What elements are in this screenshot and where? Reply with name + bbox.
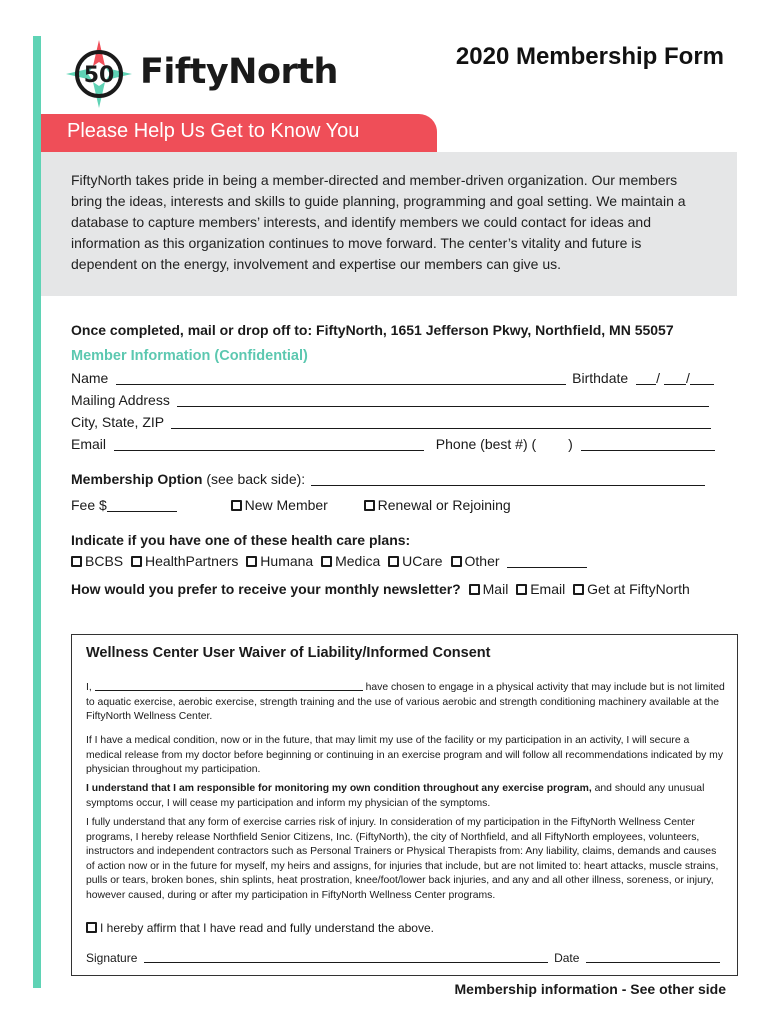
signature-label: Signature [86, 951, 138, 965]
membership-option-row [71, 471, 705, 487]
email-label: Email [71, 436, 107, 452]
fee-field[interactable] [107, 499, 177, 512]
intro-box [41, 152, 737, 296]
new-member-label: New Member [244, 497, 328, 513]
city-label: City, State, ZIP [71, 414, 164, 430]
logo-mark-number: 50 [83, 63, 115, 88]
humana-label: Humana [260, 553, 314, 569]
new-member-checkbox[interactable] [231, 500, 242, 511]
ucare-label: UCare [402, 553, 443, 569]
health-plan-options [71, 553, 587, 569]
signature-field[interactable] [144, 953, 548, 963]
waiver-paragraph-4: I fully understand that any form of exercise carries risk of injury. In consideration of my participation in the FiftyNorth Wellness Center programs, I hereby release Northfield Senior Citizens, Inc. (FiftyNorth), the city of Northfield, and all FiftyNorth employees, volunteers, instructors and independent contractors such as Personal Trainers or Physical Therapists from: Any liability, claims, demands and causes of action now or in the future for myself, my heirs and assigns, for injuries that include, but are not limited to: heart attacks, muscle strains, pulls or tears, broken bones, shin splints, heat prostration, knee/foot/lower back injuries, and any and all other illness, soreness, or injury, however caused, during or after my participation in FiftyNorth Wellness Center programs. [86, 817, 719, 901]
medica-label: Medica [335, 553, 381, 569]
waiver-title: Wellness Center User Waiver of Liability/Informed Consent [86, 645, 491, 661]
waiver-ack-label: I hereby affirm that I have read and fully understand the above. [100, 921, 434, 935]
phone-label: Phone (best #) ( [435, 436, 537, 452]
waiver-signature-row [86, 951, 720, 965]
mailing-address-field[interactable] [177, 394, 709, 407]
other-plan-field[interactable] [507, 555, 587, 568]
newsletter-row [71, 581, 690, 597]
health-plan-question: Indicate if you have one of these health care plans: [71, 532, 411, 548]
bcbs-checkbox[interactable] [71, 556, 82, 567]
date-field[interactable] [586, 953, 720, 963]
name-field[interactable] [116, 372, 566, 385]
membership-option-label: Membership Option [71, 471, 203, 487]
page-title: 2020 Membership Form [455, 43, 724, 70]
waiver-ack-checkbox[interactable] [86, 922, 97, 933]
waiver-paragraph-1 [86, 681, 726, 725]
healthpartners-checkbox[interactable] [131, 556, 142, 567]
newsletter-mail-label: Mail [482, 581, 509, 597]
fee-label: Fee $ [71, 497, 107, 513]
date-label: Date [554, 951, 580, 965]
newsletter-pickup-checkbox[interactable] [573, 584, 584, 595]
ucare-checkbox[interactable] [388, 556, 399, 567]
newsletter-mail-checkbox[interactable] [469, 584, 480, 595]
waiver-name-field[interactable] [95, 681, 363, 691]
waiver-p3-bold: I understand that I am responsible for monitoring my own condition throughout any exercise program, [86, 783, 592, 794]
intro-text: FiftyNorth takes pride in being a member-directed and member-driven organization. Our members bring the ideas, interests and skills to guide planning, programming and goal setting. We maintain a database to capture members’ interests, and identify members we could contact for ideas and information as this organization continues to move forward. The center’s vitality and future is dependent on the energy, involvement and expertise our members can give us. [71, 172, 686, 272]
membership-option-note: (see back side): [206, 471, 306, 487]
other-plan-checkbox[interactable] [451, 556, 462, 567]
healthpartners-label: HealthPartners [145, 553, 239, 569]
section-banner [41, 114, 437, 152]
phone-close-paren: ) [568, 436, 573, 452]
waiver-ack-row [86, 921, 434, 935]
waiver-box [71, 634, 738, 976]
waiver-p3-rest: and should any unusual symptoms occur, I will cease my participation and inform my physician of the symptoms. [86, 783, 705, 809]
newsletter-pickup-label: Get at FiftyNorth [587, 581, 690, 597]
waiver-paragraph-2: If I have a medical condition, now or in the future, that may limit my use of the facility or my participation in an activity, I will secure a medical release from my doctor before beginning or continuing in an exercise program and will follow all recommendations indicated by my physician throughout my participation. [86, 735, 724, 775]
newsletter-email-checkbox[interactable] [516, 584, 527, 595]
membership-option-field[interactable] [311, 473, 705, 486]
accent-side-bar [33, 36, 41, 988]
birthdate-month-field[interactable] [636, 372, 656, 385]
mailing-label: Mailing Address [71, 392, 170, 408]
other-plan-label: Other [464, 553, 500, 569]
city-row [71, 414, 711, 430]
newsletter-email-label: Email [530, 581, 566, 597]
name-label: Name [71, 370, 109, 386]
waiver-p1-start: I, [86, 682, 92, 693]
logo-wordmark: FiftyNorth [140, 52, 338, 92]
birthdate-label: Birthdate [572, 370, 629, 386]
newsletter-question: How would you prefer to receive your monthly newsletter? [71, 581, 461, 597]
compass-logo-icon [64, 38, 134, 110]
renewal-label: Renewal or Rejoining [377, 497, 511, 513]
fee-row [71, 497, 511, 513]
bcbs-label: BCBS [85, 553, 124, 569]
name-row: Name Birthdate / / [71, 370, 714, 386]
banner-text: Please Help Us Get to Know You [67, 120, 360, 142]
email-phone-row [71, 436, 715, 452]
humana-checkbox[interactable] [246, 556, 257, 567]
email-field[interactable] [114, 438, 424, 451]
waiver-paragraph-3 [86, 782, 726, 811]
member-info-heading: Member Information (Confidential) [71, 348, 308, 364]
phone-field[interactable] [581, 438, 715, 451]
birthdate-year-field[interactable] [690, 372, 714, 385]
city-state-zip-field[interactable] [171, 416, 711, 429]
mail-instruction: Once completed, mail or drop off to: FiftyNorth, 1651 Jefferson Pkwy, Northfield, MN 55057 [71, 322, 674, 338]
waiver-p1-rest: have chosen to engage in a physical activity that may include but is not limited to aquatic exercise, aerobic exercise, strength training and the use of various aerobic and strength conditioning machinery available at the FiftyNorth Wellness Center. [86, 682, 725, 722]
medica-checkbox[interactable] [321, 556, 332, 567]
mailing-row [71, 392, 709, 408]
birthdate-day-field[interactable] [664, 372, 686, 385]
renewal-checkbox[interactable] [364, 500, 375, 511]
fiftynorth-logo [64, 38, 338, 110]
footer-note: Membership information - See other side [454, 981, 726, 997]
